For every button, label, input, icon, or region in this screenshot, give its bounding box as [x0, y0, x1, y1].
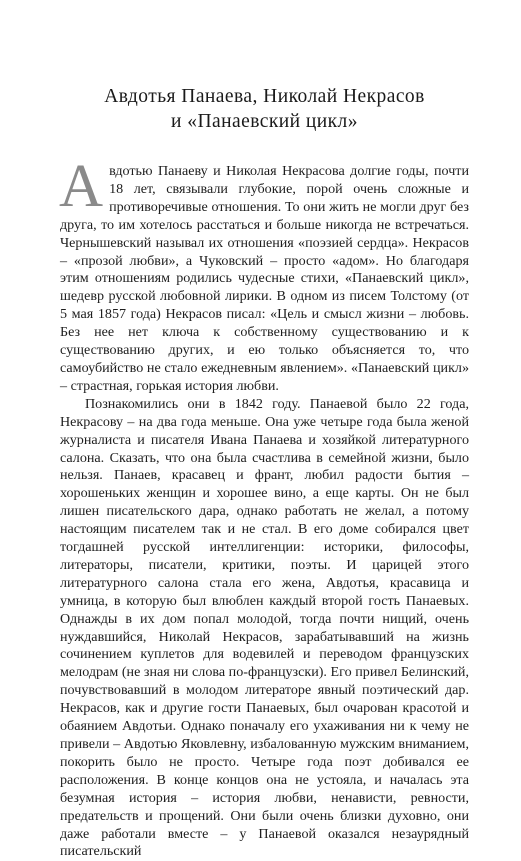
body-paragraph-1-text: вдотью Панаеву и Николая Некрасова долгие годы, почти 18 лет, связывали глубокие, порой очень сложные и противоречивые отношения. То они жить не могли друг без друга, то им хотелось расстаться и больше никогда не встречаться. Чернышевский называл их отношения «поэзией сердца». Некрасов – «прозой любви», а Чуковский – просто «адом». Но благодаря этим отношениям родились чудесные стихи, «Панаевский цикл», шедевр русской любовной лирики. В одном из писем Толстому (от 5 мая 1857 года) Некрасов писал: «Цель и смысл жизни – любовь. Без нее нет ключа к собственному существованию и к существованию других, и ею только объясняется то, что самоубийство не стало ежедневным явлением». «Панаевский цикл» – страстная, горькая история любви. [60, 163, 469, 394]
chapter-title-line-2: и «Панаевский цикл» [171, 111, 358, 132]
drop-cap-letter: А [59, 153, 104, 220]
body-paragraph-2: Познакомились они в 1842 году. Панаевой было 22 года, Некрасову – на два года меньше. Она уже четыре года была женой журналиста и писателя Ивана Панаева и хозяйкой литературного салона. Сказать, что она была счастлива в семейной жизни, было нельзя. Панаев, красавец и франт, любил радости бытия – хорошеньких женщин и хорошее вино, а еще карты. Он не был лишен писательского дара, однако работать не желал, а потому настоящим писателем так и не стал. В его доме собирался цвет тогдашней русской интеллигенции: историки, философы, литераторы, писатели, критики, поэты. И царицей этого литературного салона стала его жена, Авдотья, красавица и умница, в которую был влюблен каждый второй гость Панаевых. Однажды в их дом попал молодой, тогда почти нищий, очень нуждавшийся, Николай Некрасов, зарабатывавший на жизнь сочинением куплетов для водевилей и переводом французских мелодрам (не зная ни слова по-французски). Его привел Белинский, почувствовавший в молодом литераторе явный поэтический дар. Некрасов, как и другие гости Панаевых, был очарован красотой и обаянием Авдотьи. Однако поначалу его ухаживания ни к чему не привели – Авдотью Яковлевну, избалованную мужским вниманием, покорить было не просто. Четыре года поэт добивался ее расположения. В конце концов она не устояла, и началась эта безумная история – история любви, ненависти, ревности, предательств и прощений. Они были очень близки духовно, они даже работали вместе – у Панаевой оказался незаурядный писательский [60, 395, 469, 860]
chapter-title-line-1: Авдотья Панаева, Николай Некрасов [104, 86, 425, 107]
chapter-title [60, 84, 469, 134]
body-paragraph-1 [59, 153, 469, 396]
book-page [60, 84, 469, 861]
